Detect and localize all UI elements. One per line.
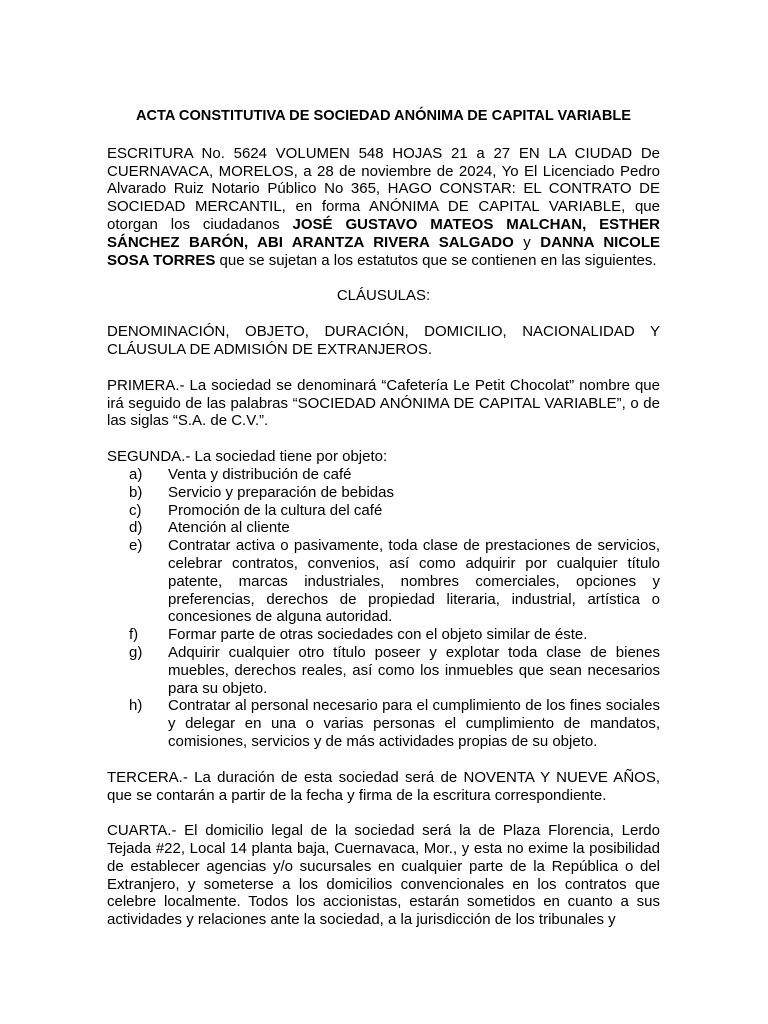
list-item: [107, 644, 660, 697]
list-item-text: Contratar al personal necesario para el cumplimiento de los fines sociales y delegar en una o varias personas el cumplimiento de mandatos, comisiones, servicios y de más actividades propias de su objeto.: [168, 697, 660, 750]
intro-paragraph: [107, 145, 660, 270]
object-list: [107, 466, 660, 751]
list-item-letter: c): [129, 501, 142, 519]
intro-text-3: que se sujetan a los estatutos que se contienen en las siguientes.: [215, 251, 657, 269]
list-item-letter: e): [129, 537, 143, 555]
section-heading: DENOMINACIÓN, OBJETO, DURACIÓN, DOMICILIO, NACIONALIDAD Y CLÁUSULA DE ADMISIÓN DE EXTRANJEROS.: [107, 323, 660, 358]
intro-text-2: y: [513, 233, 541, 251]
list-item-letter: d): [129, 519, 143, 537]
list-item-letter: g): [129, 643, 143, 661]
clause-primera: PRIMERA.- La sociedad se denominará “Cafetería Le Petit Chocolat” nombre que irá seguido de las palabras “SOCIEDAD ANÓNIMA DE CAPITAL VARIABLE”, o de las siglas “S.A. de C.V.”.: [107, 376, 660, 430]
list-item: [107, 537, 660, 626]
list-item-text: Contratar activa o pasivamente, toda clase de prestaciones de servicios, celebrar contratos, convenios, así como adquirir por cualquier título patente, marcas industriales, nombres comerciales, opciones y preferencias, derechos de propiedad literaria, industrial, artística o concesiones de alguna autoridad.: [168, 537, 660, 626]
list-item: [107, 519, 660, 537]
list-item: [107, 697, 660, 750]
list-item-letter: b): [129, 483, 143, 501]
intro-names-2: DANNA NICOLE SOSA TORRES: [107, 233, 660, 269]
clause-tercera: TERCERA.- La duración de esta sociedad será de NOVENTA Y NUEVE AÑOS, que se contarán a partir de la fecha y firma de la escritura correspondiente.: [107, 768, 660, 804]
document-title: ACTA CONSTITUTIVA DE SOCIEDAD ANÓNIMA DE CAPITAL VARIABLE: [135, 108, 632, 124]
list-item: [107, 502, 660, 520]
clausulas-heading: CLÁUSULAS:: [336, 287, 431, 305]
list-item-letter: f): [129, 626, 139, 644]
list-item-letter: h): [129, 697, 143, 715]
clause-cuarta: CUARTA.- El domicilio legal de la sociedad será la de Plaza Florencia, Lerdo Tejada #22, Local 14 planta baja, Cuernavaca, Mor., y esta no exime la posibilidad de establecer agencias y/o sucursales en cualquier parte de la República o del Extranjero, y someterse a los domicilios convencionales en los contratos que celebre localmente. Todos los accionistas, estarán sometidos en cuanto a sus actividades y relaciones ante la sociedad, a la jurisdicción de los tribunales y: [107, 822, 660, 929]
list-item-text: Atención al cliente: [168, 519, 290, 537]
list-item-letter: a): [129, 465, 143, 483]
list-item: [107, 484, 660, 502]
intro-names-1: JOSÉ GUSTAVO MATEOS MALCHAN, ESTHER SÁNCHEZ BARÓN, ABI ARANTZA RIVERA SALGADO: [107, 215, 660, 251]
intro-text-1: ESCRITURA No. 5624 VOLUMEN 548 HOJAS 21 a 27 EN LA CIUDAD De CUERNAVACA, MORELOS, a 28 de noviembre de 2024, Yo El Licenciado Pedro Alvarado Ruiz Notario Público No 365, HAGO CONSTAR: EL CONTRATO DE SOCIEDAD MERCANTIL, en forma ANÓNIMA DE CAPITAL VARIABLE, que otorgan los ciudadanos: [107, 144, 660, 233]
list-item-text: Adquirir cualquier otro título poseer y explotar toda clase de bienes muebles, derechos reales, así como los inmuebles que sean necesarios para su objeto.: [168, 643, 660, 697]
list-item-text: Venta y distribución de café: [168, 465, 352, 483]
clause-segunda: [107, 448, 660, 751]
list-item-text: Servicio y preparación de bebidas: [168, 483, 394, 501]
clause-segunda-intro: SEGUNDA.- La sociedad tiene por objeto:: [107, 448, 388, 466]
list-item: [107, 626, 660, 644]
list-item-text: Promoción de la cultura del café: [168, 501, 383, 519]
document-page: [107, 108, 660, 947]
list-item: [107, 466, 660, 484]
list-item-text: Formar parte de otras sociedades con el objeto similar de éste.: [168, 626, 588, 644]
